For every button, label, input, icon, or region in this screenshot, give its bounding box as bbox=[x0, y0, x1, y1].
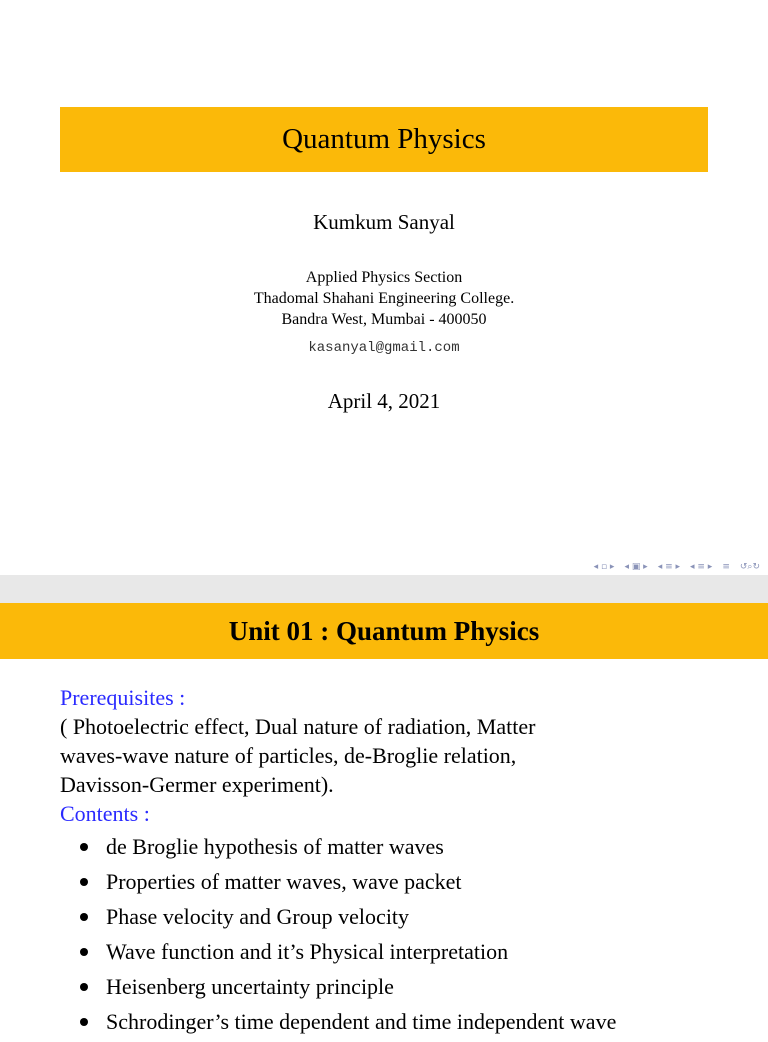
list-item: Heisenberg uncertainty principle bbox=[80, 972, 760, 1001]
institute-line-2: Thadomal Shahani Engineering College. bbox=[253, 290, 515, 307]
page-separator bbox=[0, 575, 768, 603]
subsection-nav-icon[interactable]: ◂ ≡ ▸ bbox=[657, 562, 681, 572]
content-slide bbox=[0, 603, 768, 1034]
presentation-title: Quantum Physics bbox=[282, 123, 486, 155]
section-nav-icon[interactable]: ◂ ≡ ▸ bbox=[690, 562, 713, 572]
slide-body bbox=[60, 683, 760, 1042]
list-item: Properties of matter waves, wave packet bbox=[80, 867, 760, 896]
prereq-line-3: Davisson-Germer experiment). bbox=[60, 772, 334, 797]
institute-line-1: Applied Physics Section bbox=[305, 269, 463, 286]
frame-title: Unit 01 : Quantum Physics bbox=[228, 615, 540, 646]
presentation-date: April 4, 2021 bbox=[327, 389, 441, 413]
institute-line-3: Bandra West, Mumbai - 400050 bbox=[281, 311, 487, 328]
frame-title-bar bbox=[0, 603, 768, 659]
search-icon[interactable]: ↺⌕↻ bbox=[739, 562, 760, 572]
contents-heading: Contents : bbox=[60, 801, 150, 826]
author-name: Kumkum Sanyal bbox=[313, 210, 455, 234]
slide-nav-icon[interactable]: ◂ ▫ ▸ bbox=[593, 562, 615, 572]
prerequisites-heading: Prerequisites : bbox=[60, 685, 186, 710]
list-item: Phase velocity and Group velocity bbox=[80, 902, 760, 931]
frame-nav-icon[interactable]: ◂ ▣ ▸ bbox=[624, 562, 648, 572]
contents-list bbox=[60, 832, 760, 1036]
title-bar bbox=[60, 107, 708, 172]
prereq-line-1: ( Photoelectric effect, Dual nature of radiation, Matter bbox=[60, 714, 536, 739]
author-email: kasanyal@gmail.com bbox=[308, 340, 460, 356]
list-item: Wave function and it’s Physical interpretation bbox=[80, 937, 760, 966]
list-item: Schrodinger’s time dependent and time independent wave bbox=[80, 1007, 760, 1036]
document-nav-icon[interactable]: ≡ bbox=[722, 562, 730, 572]
list-item: de Broglie hypothesis of matter waves bbox=[80, 832, 760, 861]
beamer-navigation bbox=[594, 560, 760, 574]
prereq-line-2: waves-wave nature of particles, de-Broglie relation, bbox=[60, 743, 517, 768]
